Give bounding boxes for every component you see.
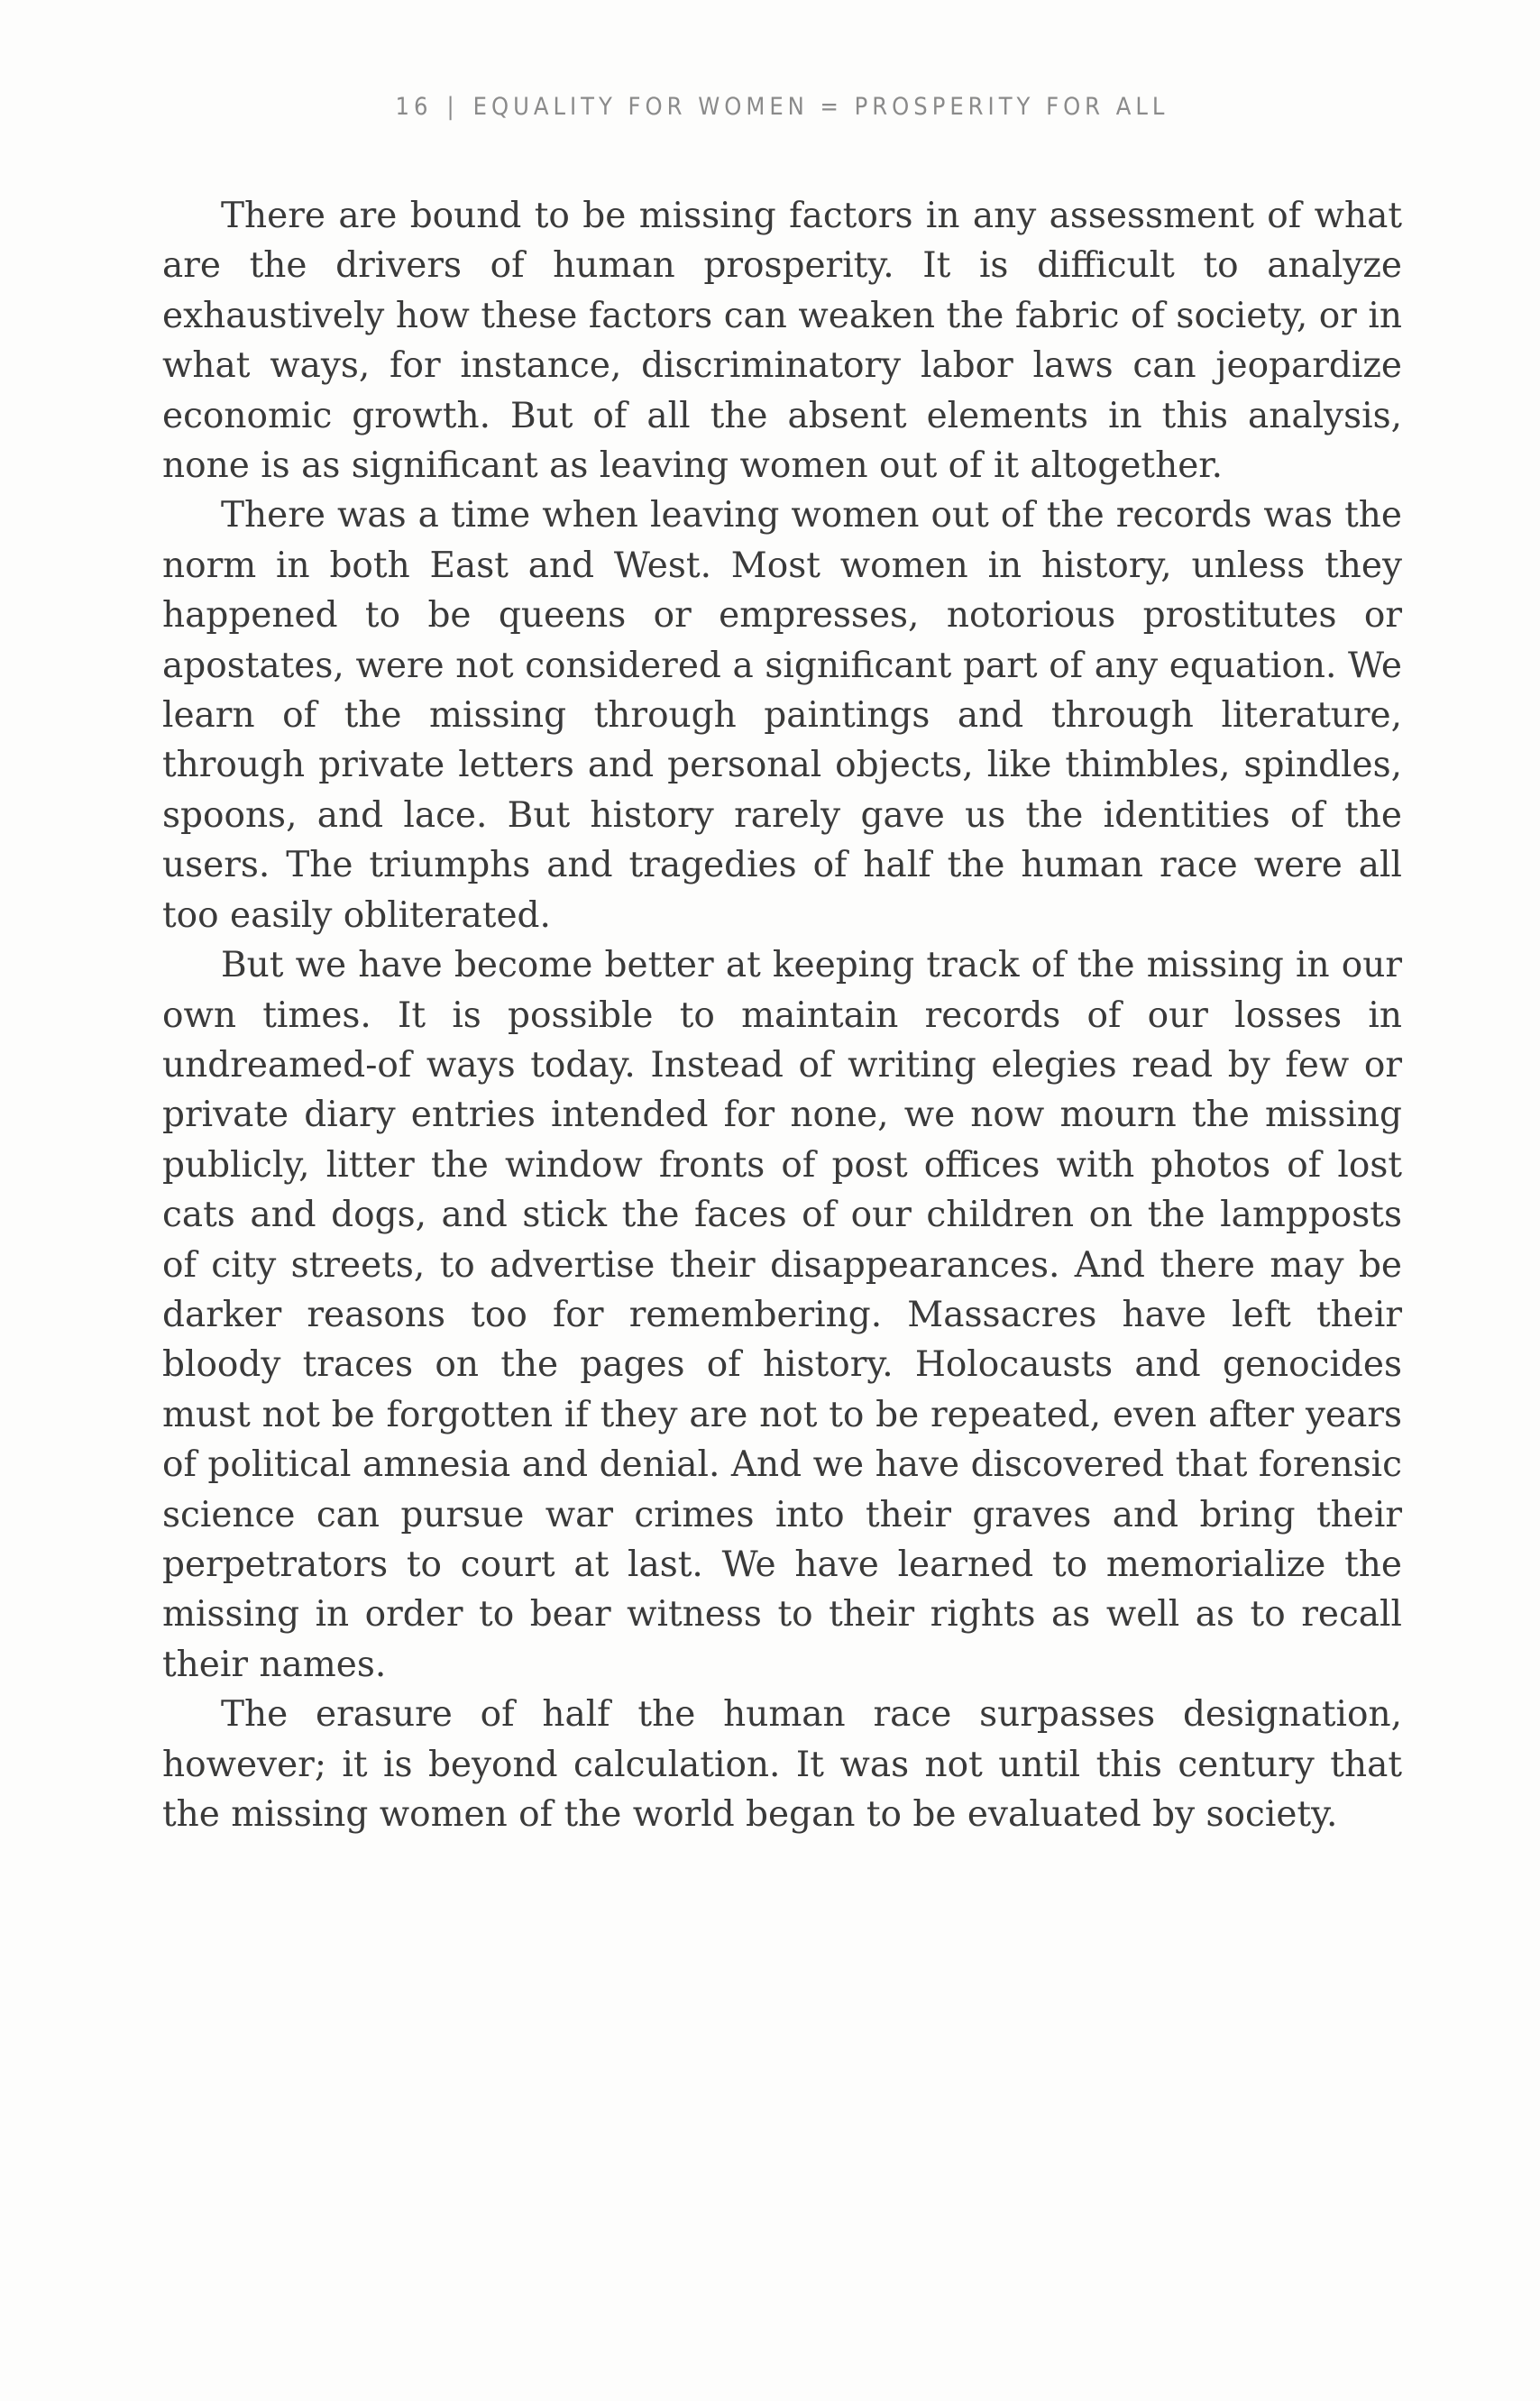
paragraph-3: But we have become better at keeping track of the missing in our own times. It is possible to maintain records of our losses in undreamed-of ways today. Instead of writing elegies read by few or private diary entries intended for none, we now mourn the missing publicly, litter the window fronts of post offices with photos of lost cats and dogs, and stick the faces of our children on the lampposts of city streets, to advertise their disappearances. And there may be darker reasons too for remembering. Massacres have left their bloody traces on the pages of history. Holocausts and genocides must not be forgotten if they are not to be repeated, even after years of political amnesia and denial. And we have discovered that forensic science can pursue war crimes into their graves and bring their perpetrators to court at last. We have learned to memorialize the missing in order to bear witness to their rights as well as to recall their names. — [162, 945, 1402, 1685]
header-separator: | — [446, 93, 459, 121]
page-number: 16 — [395, 93, 433, 121]
paragraph-1: There are bound to be missing factors in any assessment of what are the drivers of human prosperity. It is difficult to analyze exhaustively how these factors can weaken the fabric of society, or in what ways, for instance, discriminatory labor laws can jeopardize economic growth. But of all the absent elements in this analysis, none is as significant as leaving women out of it altogether. — [162, 196, 1402, 487]
paragraph-4: The erasure of half the human race surpasses designation, however; it is beyond calculation. It was not until this century that the missing women of the world began to be evaluated by society. — [162, 1694, 1402, 1835]
paragraph-2: There was a time when leaving women out of the records was the norm in both East and West. Most women in history, unless they happened to be queens or empresses, notorious prostitutes or apostates, were not considered a significant part of any equation. We learn of the missing through paintings and through literature, through private letters and personal objects, like thimbles, spindles, spoons, and lace. But history rarely gave us the identities of the users. The triumphs and tragedies of half the human race were all too easily obliterated. — [162, 495, 1402, 936]
running-head — [162, 93, 1402, 121]
book-title: EQUALITY FOR WOMEN = PROSPERITY FOR ALL — [472, 93, 1169, 121]
body-text — [162, 191, 1402, 1839]
